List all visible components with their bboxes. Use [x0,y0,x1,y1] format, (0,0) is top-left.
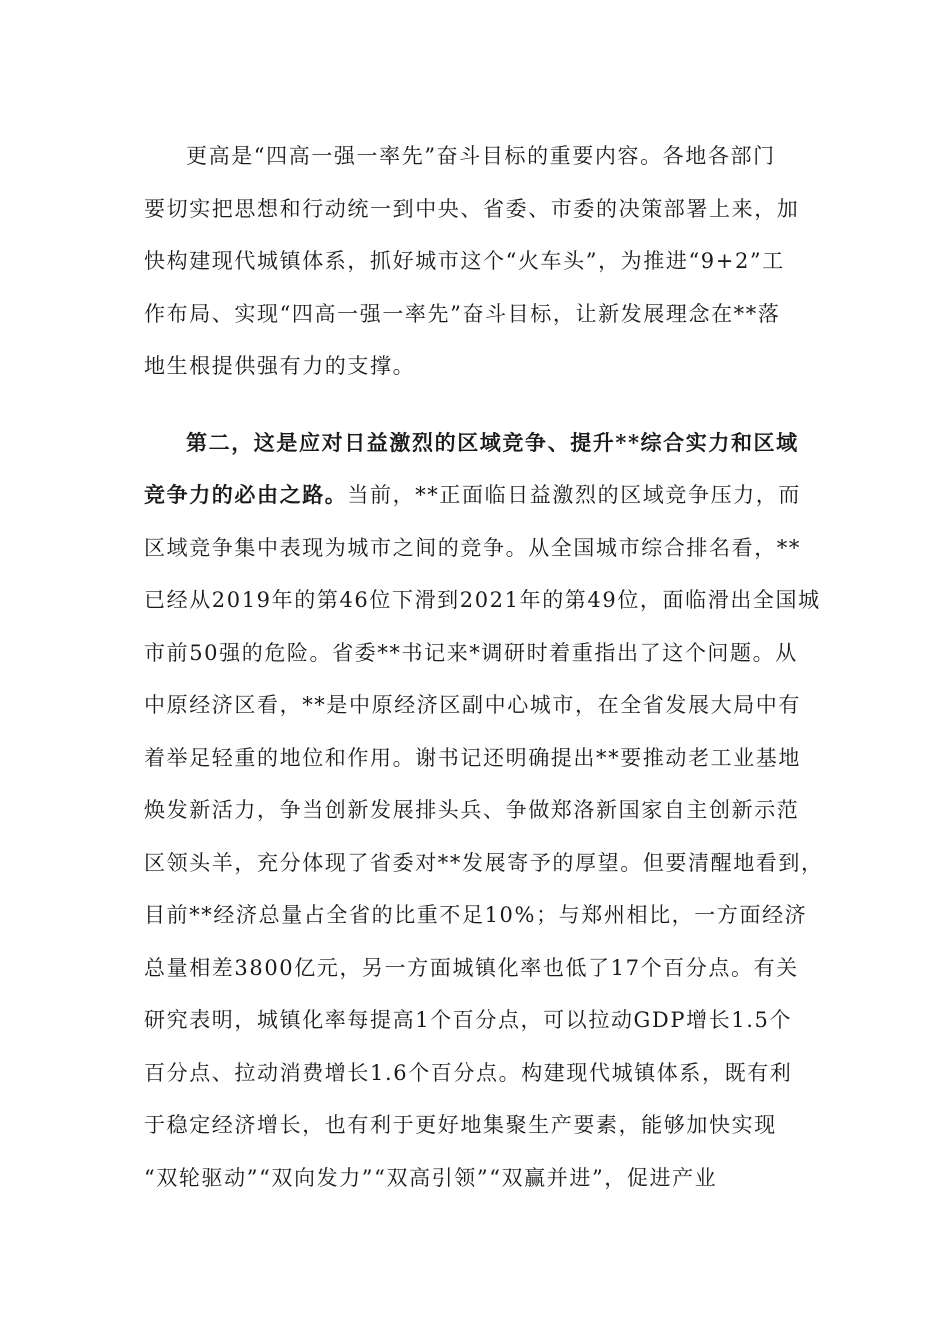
text-line [144,469,809,522]
text-line: 区域竞争集中表现为城市之间的竞争。从全国城市综合排名看，** [144,535,801,560]
paragraph-heading: 第二，这是应对日益激烈的区域竞争、提升**综合实力和区域 [186,429,799,455]
text-line: 百分点、拉动消费增长1.6个百分点。构建现代城镇体系，既有利 [144,1060,793,1085]
paragraph-1 [144,130,809,393]
text-line: 区领头羊，充分体现了省委对**发展寄予的厚望。但要清醒地看到， [144,850,824,875]
text-line: 于稳定经济增长，也有利于更好地集聚生产要素，能够加快实现 [144,1113,777,1137]
text-line: 已经从2019年的第46位下滑到2021年的第49位，面临滑出全国城 [144,588,821,612]
text-line: 市前50强的危险。省委**书记来*调研时着重指出了这个问题。从 [144,640,798,665]
paragraph-gap [144,393,809,417]
paragraph-heading-end: 竞争力的必由之路。 [144,482,348,507]
paragraph-2 [144,417,824,1205]
text-line: 作布局、实现“四高一强一率先”奋斗目标，让新发展理念在**落 [144,301,781,326]
text-line: 快构建现代城镇体系，抓好城市这个“火车头”，为推进“9+2”工 [144,249,785,273]
document-body [144,130,824,1204]
text-line: 研究表明，城镇化率每提高1个百分点，可以拉动GDP增长1.5个 [144,1008,793,1032]
text-line-rest: 当前，**正面临日益激烈的区域竞争压力，而 [347,483,802,507]
text-line: 更高是“四高一强一率先”奋斗目标的重要内容。各地各部门 [186,144,776,168]
text-line: 着举足轻重的地位和作用。谢书记还明确提出**要推动老工业基地 [144,745,801,770]
text-line: 焕发新活力，争当创新发展排头兵、争做郑洛新国家自主创新示范 [144,798,800,822]
text-line: 总量相差3800亿元，另一方面城镇化率也低了17个百分点。有关 [144,955,799,980]
text-line: 地生根提供强有力的支撑。 [144,354,416,378]
text-line: 中原经济区看，**是中原经济区副中心城市，在全省发展大局中有 [144,693,801,717]
text-line: 目前**经济总量占全省的比重不足10%；与郑州相比，一方面经济 [144,903,808,927]
text-line: 要切实把思想和行动统一到中央、省委、市委的决策部署上来，加 [144,196,800,221]
text-line: “双轮驱动”“双向发力”“双高引领”“双赢并进”，促进产业 [144,1165,718,1190]
